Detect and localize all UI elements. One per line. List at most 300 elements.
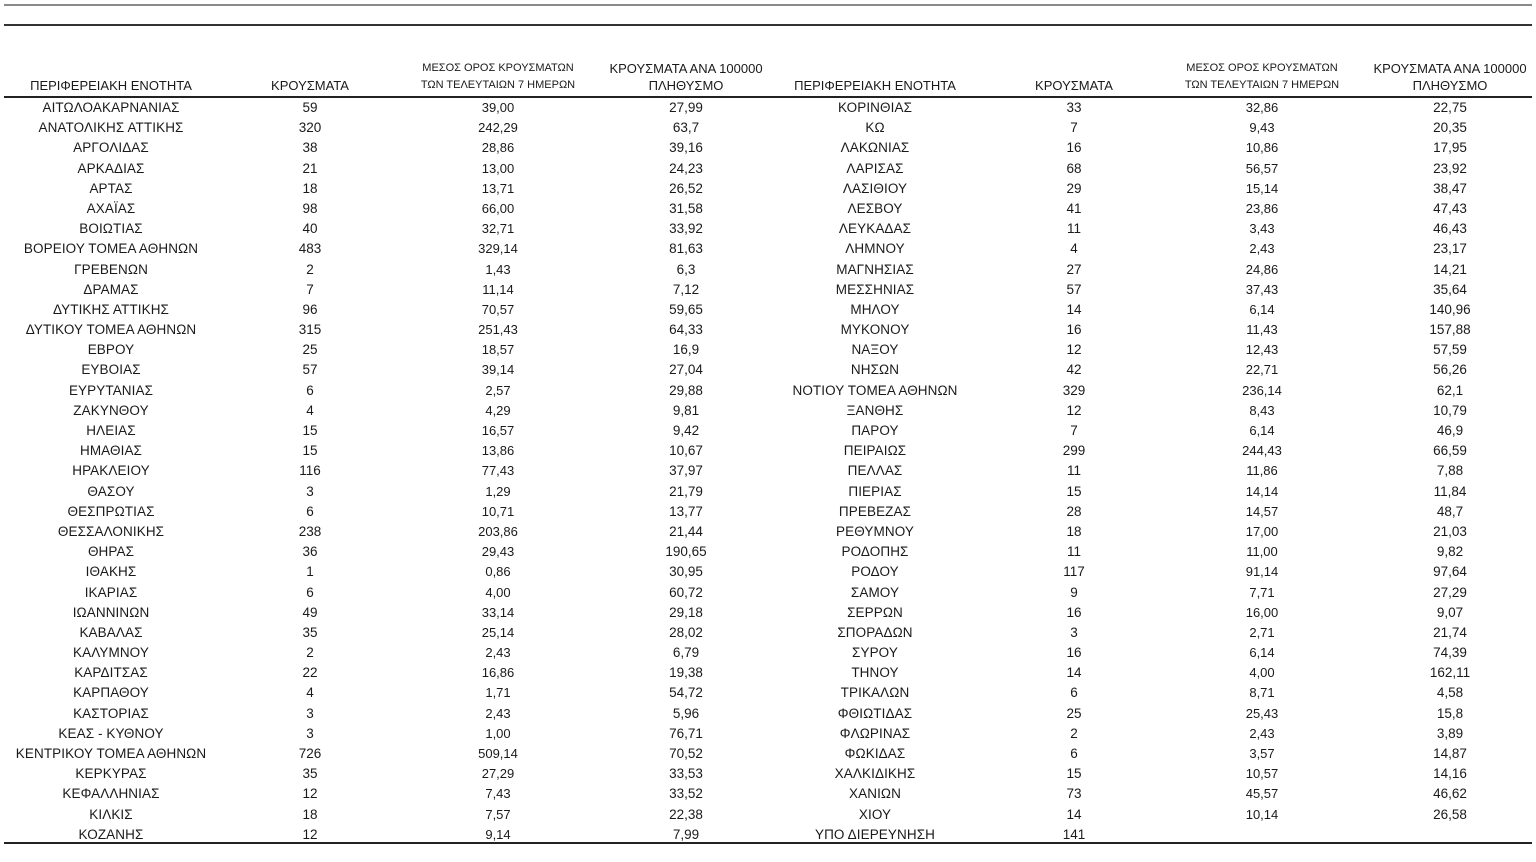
cases-cell: 329 (1062, 382, 1086, 398)
table-row (0, 360, 776, 380)
table-row (0, 502, 776, 522)
region-name-cell: ΜΑΓΝΗΣΙΑΣ (836, 261, 914, 277)
table-row (0, 825, 776, 845)
per-100k-cell: 15,8 (1436, 705, 1464, 721)
per-100k-cell: 54,72 (669, 685, 703, 701)
cases-cell: 1 (306, 564, 314, 580)
cases-cell: 11 (1066, 221, 1081, 237)
per-100k-cell: 97,64 (1433, 564, 1467, 580)
table-row (0, 118, 776, 138)
avg-7-days-cell: 91,14 (1245, 564, 1279, 580)
table-row (764, 744, 1536, 764)
per-100k-cell: 21,03 (1433, 523, 1467, 539)
cases-cell: 14 (1066, 806, 1082, 822)
per-100k-cell: 7,88 (1436, 463, 1464, 479)
region-name-cell: ΠΑΡΟΥ (851, 423, 899, 438)
avg-7-days-cell: 12,43 (1245, 342, 1279, 358)
avg-7-days-cell: 2,71 (1249, 624, 1275, 640)
region-name-cell: ΡΟΔΟΠΗΣ (841, 544, 909, 560)
cases-cell: 2 (1070, 725, 1078, 741)
avg-7-days-cell: 11,86 (1246, 463, 1278, 479)
avg-7-days-cell: 39,00 (481, 100, 515, 115)
region-name-cell: ΕΥΒΟΙΑΣ (81, 362, 141, 378)
per-100k-cell: 14,16 (1433, 766, 1467, 782)
per-100k-cell: 9,42 (672, 423, 700, 438)
region-name-cell: ΘΕΣΣΑΛΟΝΙΚΗΣ (57, 523, 165, 539)
per-100k-cell: 29,18 (669, 604, 703, 620)
avg-7-days-cell: 13,00 (481, 160, 515, 176)
avg-7-days-cell: 28,86 (481, 140, 515, 156)
table-row (764, 441, 1536, 461)
table-row (0, 381, 776, 401)
per-100k-cell: 48,7 (1436, 503, 1464, 519)
region-name-cell: ΠΙΕΡΙΑΣ (848, 483, 902, 499)
per-100k-cell: 157,88 (1429, 322, 1471, 338)
table-body-right (764, 98, 1536, 845)
per-100k-cell: 16,9 (672, 342, 700, 358)
table-row (0, 280, 776, 300)
region-name-cell: ΛΕΣΒΟΥ (847, 200, 903, 216)
region-name-cell: ΚΕΝΤΡΙΚΟΥ ΤΟΜΕΑ ΑΘΗΝΩΝ (15, 746, 207, 761)
avg-7-days-cell: 1,00 (485, 725, 511, 741)
cases-cell: 18 (1066, 523, 1082, 539)
per-100k-cell: 9,81 (672, 402, 700, 418)
avg-7-days-cell: 4,29 (485, 402, 511, 418)
header-avg-line2: ΤΩΝ ΤΕΛΕΥΤΑΙΩΝ 7 ΗΜΕΡΩΝ (1184, 79, 1340, 91)
table-row (0, 583, 776, 603)
region-name-cell: ΚΙΛΚΙΣ (89, 806, 133, 822)
per-100k-cell: 26,52 (669, 180, 703, 196)
per-100k-cell: 37,97 (669, 463, 703, 479)
cases-cell: 57 (302, 362, 318, 378)
table-row (0, 562, 776, 582)
per-100k-cell: 3,89 (1436, 725, 1464, 741)
table-row (0, 724, 776, 744)
table-row (764, 663, 1536, 683)
cases-cell: 68 (1066, 160, 1082, 176)
avg-7-days-cell: 70,57 (481, 301, 515, 317)
table-row (764, 340, 1536, 360)
per-100k-cell: 11,84 (1433, 483, 1467, 499)
avg-7-days-cell: 10,71 (481, 503, 515, 519)
region-name-cell: ΛΑΚΩΝΙΑΣ (840, 140, 910, 156)
avg-7-days-cell: 242,29 (478, 120, 518, 136)
cases-cell: 141 (1062, 826, 1086, 842)
per-100k-cell: 23,17 (1433, 241, 1467, 257)
cases-cell: 98 (302, 200, 318, 216)
per-100k-cell: 63,7 (672, 120, 700, 136)
avg-7-days-cell: 6,14 (1249, 423, 1275, 438)
per-100k-cell: 33,52 (669, 786, 703, 802)
region-name-cell: ΦΛΩΡΙΝΑΣ (839, 725, 911, 741)
region-name-cell: ΓΡΕΒΕΝΩΝ (74, 261, 148, 277)
region-name-cell: ΚΑΣΤΟΡΙΑΣ (73, 705, 149, 721)
table-row (0, 744, 776, 764)
header-avg-line2: ΤΩΝ ΤΕΛΕΥΤΑΙΩΝ 7 ΗΜΕΡΩΝ (420, 79, 576, 91)
cases-cell: 2 (306, 645, 314, 661)
table-row (0, 663, 776, 683)
header-cases: ΚΡΟΥΣΜΑΤΑ (271, 78, 349, 93)
cases-cell: 6 (306, 584, 314, 600)
cases-cell: 4 (1070, 241, 1078, 257)
per-100k-cell: 29,88 (669, 382, 703, 398)
header-per-100k (1362, 60, 1536, 94)
cases-cell: 3 (306, 705, 314, 721)
region-name-cell: ΚΑΒΑΛΑΣ (79, 624, 143, 640)
per-100k-cell: 7,12 (672, 281, 700, 297)
per-100k-cell: 10,79 (1433, 402, 1467, 418)
region-name-cell: ΡΕΘΥΜΝΟΥ (836, 523, 914, 539)
per-100k-cell: 17,95 (1433, 140, 1467, 156)
avg-7-days-cell: 33,14 (481, 604, 515, 620)
per-100k-cell: 21,79 (669, 483, 703, 499)
header-region: ΠΕΡΙΦΕΡΕΙΑΚΗ ΕΝΟΤΗΤΑ (794, 78, 956, 93)
avg-7-days-cell: 4,00 (485, 584, 511, 600)
header-per100k-line1: ΚΡΟΥΣΜΑΤΑ ΑΝΑ 100000 (1373, 61, 1527, 76)
cases-cell: 38 (302, 140, 318, 156)
table-row (764, 704, 1536, 724)
per-100k-cell: 21,74 (1433, 624, 1467, 640)
header-avg-7-days (1162, 60, 1362, 94)
per-100k-cell: 22,38 (669, 806, 703, 822)
table-row (764, 300, 1536, 320)
per-100k-cell: 28,02 (669, 624, 703, 640)
cases-cell: 315 (298, 322, 322, 338)
region-name-cell: ΕΥΡΥΤΑΝΙΑΣ (68, 382, 154, 398)
cases-cell: 6 (306, 503, 314, 519)
header-per100k-line2: ΠΛΗΘΥΣΜΟ (1412, 78, 1488, 93)
avg-7-days-cell: 329,14 (478, 241, 518, 257)
table-row (764, 219, 1536, 239)
region-name-cell: ΑΡΤΑΣ (89, 180, 133, 196)
avg-7-days-cell: 2,43 (1249, 725, 1275, 741)
per-100k-cell: 20,35 (1433, 120, 1467, 136)
avg-7-days-cell: 11,00 (1246, 544, 1278, 560)
avg-7-days-cell: 16,00 (1245, 604, 1279, 620)
per-100k-cell: 13,77 (669, 503, 703, 519)
per-100k-cell: 64,33 (669, 322, 703, 338)
cases-cell: 11 (1066, 463, 1081, 479)
per-100k-cell: 10,67 (669, 443, 703, 459)
table-row (0, 239, 776, 259)
per-100k-cell: 56,26 (1433, 362, 1467, 378)
avg-7-days-cell: 24,86 (1245, 261, 1279, 277)
cases-cell: 3 (1070, 624, 1078, 640)
table-row (764, 825, 1536, 845)
cases-cell: 14 (1066, 665, 1082, 681)
table-row (0, 643, 776, 663)
table-row (764, 583, 1536, 603)
per-100k-cell: 21,44 (669, 523, 703, 539)
avg-7-days-cell: 32,71 (481, 221, 515, 237)
cases-cell: 16 (1066, 645, 1082, 661)
cases-cell: 11 (1066, 544, 1081, 560)
avg-7-days-cell: 16,86 (481, 665, 515, 681)
region-name-cell: ΧΑΝΙΩΝ (849, 786, 901, 802)
avg-7-days-cell: 1,43 (485, 261, 511, 277)
avg-7-days-cell: 244,43 (1242, 443, 1282, 459)
avg-7-days-cell: 16,57 (481, 423, 515, 438)
cases-cell: 15 (302, 443, 318, 459)
region-name-cell: ΕΒΡΟΥ (87, 342, 135, 358)
avg-7-days-cell: 7,57 (485, 806, 511, 822)
table-row (764, 280, 1536, 300)
region-name-cell: ΜΥΚΟΝΟΥ (840, 322, 910, 338)
region-name-cell: ΔΡΑΜΑΣ (83, 281, 139, 297)
cases-cell: 35 (302, 624, 318, 640)
avg-7-days-cell: 203,86 (478, 523, 518, 539)
per-100k-cell: 19,38 (669, 665, 703, 681)
per-100k-cell: 162,11 (1429, 665, 1471, 681)
cases-cell: 22 (302, 665, 318, 681)
region-name-cell: ΛΕΥΚΑΔΑΣ (838, 221, 912, 237)
avg-7-days-cell: 6,14 (1249, 301, 1275, 317)
table-row (764, 179, 1536, 199)
header-avg-line1: ΜΕΣΟΣ ΟΡΟΣ ΚΡΟΥΣΜΑΤΩΝ (422, 62, 574, 74)
per-100k-cell: 14,87 (1433, 746, 1467, 761)
table-row (0, 260, 776, 280)
region-name-cell: ΧΑΛΚΙΔΙΚΗΣ (834, 766, 916, 782)
avg-7-days-cell: 1,71 (485, 685, 511, 701)
table-row (0, 179, 776, 199)
cases-cell: 16 (1066, 604, 1082, 620)
cases-cell: 59 (302, 100, 318, 115)
table-row (764, 603, 1536, 623)
table-row (764, 562, 1536, 582)
region-name-cell: ΛΑΡΙΣΑΣ (846, 160, 904, 176)
table-row (764, 683, 1536, 703)
cases-cell: 3 (306, 483, 314, 499)
cases-cell: 2 (306, 261, 314, 277)
header-per100k-line1: ΚΡΟΥΣΜΑΤΑ ΑΝΑ 100000 (609, 61, 763, 76)
region-name-cell: ΝΟΤΙΟΥ ΤΟΜΕΑ ΑΘΗΝΩΝ (792, 382, 958, 398)
cases-cell: 33 (1066, 100, 1082, 115)
table-row (0, 522, 776, 542)
avg-7-days-cell: 3,57 (1249, 746, 1275, 761)
avg-7-days-cell: 0,86 (485, 564, 511, 580)
cases-cell: 320 (298, 120, 322, 136)
table-row (764, 159, 1536, 179)
cases-cell: 7 (306, 281, 314, 297)
avg-7-days-cell: 29,43 (481, 544, 515, 560)
cases-cell: 42 (1066, 362, 1082, 378)
per-100k-cell: 59,65 (669, 301, 703, 317)
region-name-cell: ΔΥΤΙΚΗΣ ΑΤΤΙΚΗΣ (53, 301, 169, 317)
per-100k-cell: 74,39 (1433, 645, 1467, 661)
per-100k-cell: 6,79 (672, 645, 700, 661)
per-100k-cell: 6,3 (676, 261, 696, 277)
avg-7-days-cell: 6,14 (1249, 645, 1275, 661)
table-header-right (764, 0, 1527, 96)
cases-cell: 28 (1066, 503, 1082, 519)
avg-7-days-cell: 45,57 (1245, 786, 1279, 802)
table-row (764, 643, 1536, 663)
table-row (0, 805, 776, 825)
per-100k-cell: 9,82 (1436, 544, 1464, 560)
per-100k-cell: 46,43 (1433, 221, 1467, 237)
per-100k-cell: 14,21 (1433, 261, 1467, 277)
table-row (0, 421, 776, 441)
avg-7-days-cell: 7,43 (485, 786, 511, 802)
table-row (0, 784, 776, 804)
region-name-cell: ΤΗΝΟΥ (851, 665, 899, 681)
table-row (0, 704, 776, 724)
table-row (0, 603, 776, 623)
table-row (0, 482, 776, 502)
cases-cell: 14 (1066, 301, 1082, 317)
cases-cell: 96 (302, 301, 318, 317)
table-row (764, 239, 1536, 259)
per-100k-cell: 30,95 (669, 564, 703, 580)
region-name-cell: ΧΙΟΥ (858, 806, 892, 822)
region-name-cell: ΦΘΙΩΤΙΔΑΣ (837, 705, 913, 721)
per-100k-cell: 39,16 (669, 140, 703, 156)
avg-7-days-cell: 77,43 (481, 463, 515, 479)
region-name-cell: ΚΑΡΔΙΤΣΑΣ (74, 665, 148, 681)
table-row (764, 381, 1536, 401)
cases-cell: 3 (306, 725, 314, 741)
avg-7-days-cell: 39,14 (481, 362, 515, 378)
per-100k-cell: 23,92 (1433, 160, 1467, 176)
region-name-cell: ΤΡΙΚΑΛΩΝ (840, 685, 910, 701)
avg-7-days-cell: 25,14 (481, 624, 515, 640)
avg-7-days-cell: 32,86 (1245, 100, 1279, 115)
region-name-cell: ΥΠΟ ΔΙΕΡΕΥΝΗΣΗ (814, 826, 936, 842)
per-100k-cell: 46,62 (1433, 786, 1467, 802)
region-name-cell: ΚΑΡΠΑΘΟΥ (73, 685, 149, 701)
table-row (764, 98, 1536, 118)
table-row (0, 300, 776, 320)
avg-7-days-cell: 10,86 (1245, 140, 1279, 156)
per-100k-cell: 60,72 (669, 584, 703, 600)
per-100k-cell: 62,1 (1436, 382, 1464, 398)
region-name-cell: ΠΕΙΡΑΙΩΣ (843, 443, 907, 459)
table-row (764, 360, 1536, 380)
avg-7-days-cell: 9,14 (485, 826, 511, 842)
avg-7-days-cell: 14,57 (1245, 503, 1279, 519)
avg-7-days-cell: 15,14 (1245, 180, 1279, 196)
cases-cell: 4 (306, 402, 314, 418)
per-100k-cell: 76,71 (669, 725, 703, 741)
region-name-cell: ΑΙΤΩΛΟΑΚΑΡΝΑΝΙΑΣ (42, 100, 180, 115)
region-name-cell: ΑΝΑΤΟΛΙΚΗΣ ΑΤΤΙΚΗΣ (38, 120, 184, 136)
region-name-cell: ΚΟΡΙΝΘΙΑΣ (837, 100, 913, 115)
region-name-cell: ΝΑΞΟΥ (851, 342, 899, 358)
avg-7-days-cell: 2,57 (485, 382, 511, 398)
avg-7-days-cell: 23,86 (1245, 200, 1279, 216)
cases-cell: 57 (1066, 281, 1082, 297)
cases-cell: 21 (302, 160, 318, 176)
per-100k-cell: 38,47 (1433, 180, 1467, 196)
table-row (764, 542, 1536, 562)
per-100k-cell: 4,58 (1436, 685, 1464, 701)
avg-7-days-cell: 8,71 (1249, 685, 1275, 701)
region-name-cell: ΖΑΚΥΝΘΟΥ (73, 402, 149, 418)
avg-7-days-cell: 236,14 (1242, 382, 1282, 398)
avg-7-days-cell: 7,71 (1249, 584, 1275, 600)
region-name-cell: ΚΕΑΣ - ΚΥΘΝΟΥ (58, 725, 164, 741)
per-100k-cell: 26,58 (1433, 806, 1467, 822)
per-100k-cell: 140,96 (1429, 301, 1471, 317)
region-name-cell: ΚΕΡΚΥΡΑΣ (75, 766, 147, 782)
per-100k-cell: 24,23 (669, 160, 703, 176)
cases-cell: 9 (1070, 584, 1078, 600)
cases-cell: 36 (302, 544, 318, 560)
avg-7-days-cell: 11,43 (1246, 322, 1278, 338)
region-name-cell: ΚΟΖΑΝΗΣ (78, 826, 144, 842)
region-name-cell: ΘΕΣΠΡΩΤΙΑΣ (67, 503, 155, 519)
cases-cell: 726 (298, 746, 322, 761)
per-100k-cell: 31,58 (669, 200, 703, 216)
table-row (764, 401, 1536, 421)
cases-cell: 12 (1066, 342, 1082, 358)
cases-cell: 6 (1070, 685, 1078, 701)
region-name-cell: ΒΟΙΩΤΙΑΣ (79, 221, 143, 237)
region-name-cell: ΦΩΚΙΔΑΣ (844, 746, 906, 761)
table-header-left (0, 0, 763, 96)
table-row (764, 199, 1536, 219)
region-name-cell: ΗΛΕΙΑΣ (86, 423, 136, 438)
per-100k-cell: 190,65 (665, 544, 707, 560)
per-100k-cell: 9,07 (1436, 604, 1464, 620)
per-100k-cell: 27,29 (1433, 584, 1467, 600)
cases-cell: 35 (302, 766, 318, 782)
region-name-cell: ΒΟΡΕΙΟΥ ΤΟΜΕΑ ΑΘΗΝΩΝ (23, 241, 199, 257)
cases-cell: 6 (306, 382, 314, 398)
per-100k-cell: 47,43 (1433, 200, 1467, 216)
region-name-cell: ΑΡΚΑΔΙΑΣ (77, 160, 145, 176)
cases-cell: 18 (302, 180, 318, 196)
region-name-cell: ΑΧΑΪΑΣ (86, 200, 136, 216)
cases-cell: 483 (298, 241, 322, 257)
table-row (0, 340, 776, 360)
cases-cell: 40 (302, 221, 318, 237)
region-name-cell: ΘΑΣΟΥ (87, 483, 135, 499)
avg-7-days-cell: 10,14 (1245, 806, 1279, 822)
table-body-left (0, 98, 776, 845)
region-name-cell: ΞΑΝΘΗΣ (846, 402, 904, 418)
avg-7-days-cell: 251,43 (478, 322, 518, 338)
header-region: ΠΕΡΙΦΕΡΕΙΑΚΗ ΕΝΟΤΗΤΑ (30, 78, 192, 93)
avg-7-days-cell: 66,00 (481, 200, 515, 216)
region-name-cell: ΠΕΛΛΑΣ (847, 463, 903, 479)
per-100k-cell: 46,9 (1436, 423, 1464, 438)
cases-cell: 27 (1066, 261, 1082, 277)
cases-cell: 12 (302, 826, 318, 842)
avg-7-days-cell: 9,43 (1249, 120, 1275, 136)
region-name-cell: ΡΟΔΟΥ (851, 564, 899, 580)
region-name-cell: ΗΜΑΘΙΑΣ (79, 443, 143, 459)
avg-7-days-cell: 56,57 (1245, 160, 1279, 176)
table-row (0, 320, 776, 340)
cases-cell: 117 (1063, 564, 1085, 580)
region-name-cell: ΣΕΡΡΩΝ (847, 604, 903, 620)
header-avg-line1: ΜΕΣΟΣ ΟΡΟΣ ΚΡΟΥΣΜΑΤΩΝ (1186, 62, 1338, 74)
avg-7-days-cell: 27,29 (481, 766, 515, 782)
region-name-cell: ΑΡΓΟΛΙΔΑΣ (73, 140, 149, 156)
region-name-cell: ΙΘΑΚΗΣ (85, 564, 137, 580)
region-name-cell: ΜΗΛΟΥ (850, 301, 900, 317)
avg-7-days-cell: 18,57 (481, 342, 515, 358)
table-row (764, 482, 1536, 502)
table-row (0, 159, 776, 179)
cases-cell: 49 (302, 604, 318, 620)
table-row (764, 138, 1536, 158)
avg-7-days-cell: 37,43 (1245, 281, 1279, 297)
avg-7-days-cell: 22,71 (1245, 362, 1279, 378)
table-row (0, 542, 776, 562)
table-row (0, 764, 776, 784)
